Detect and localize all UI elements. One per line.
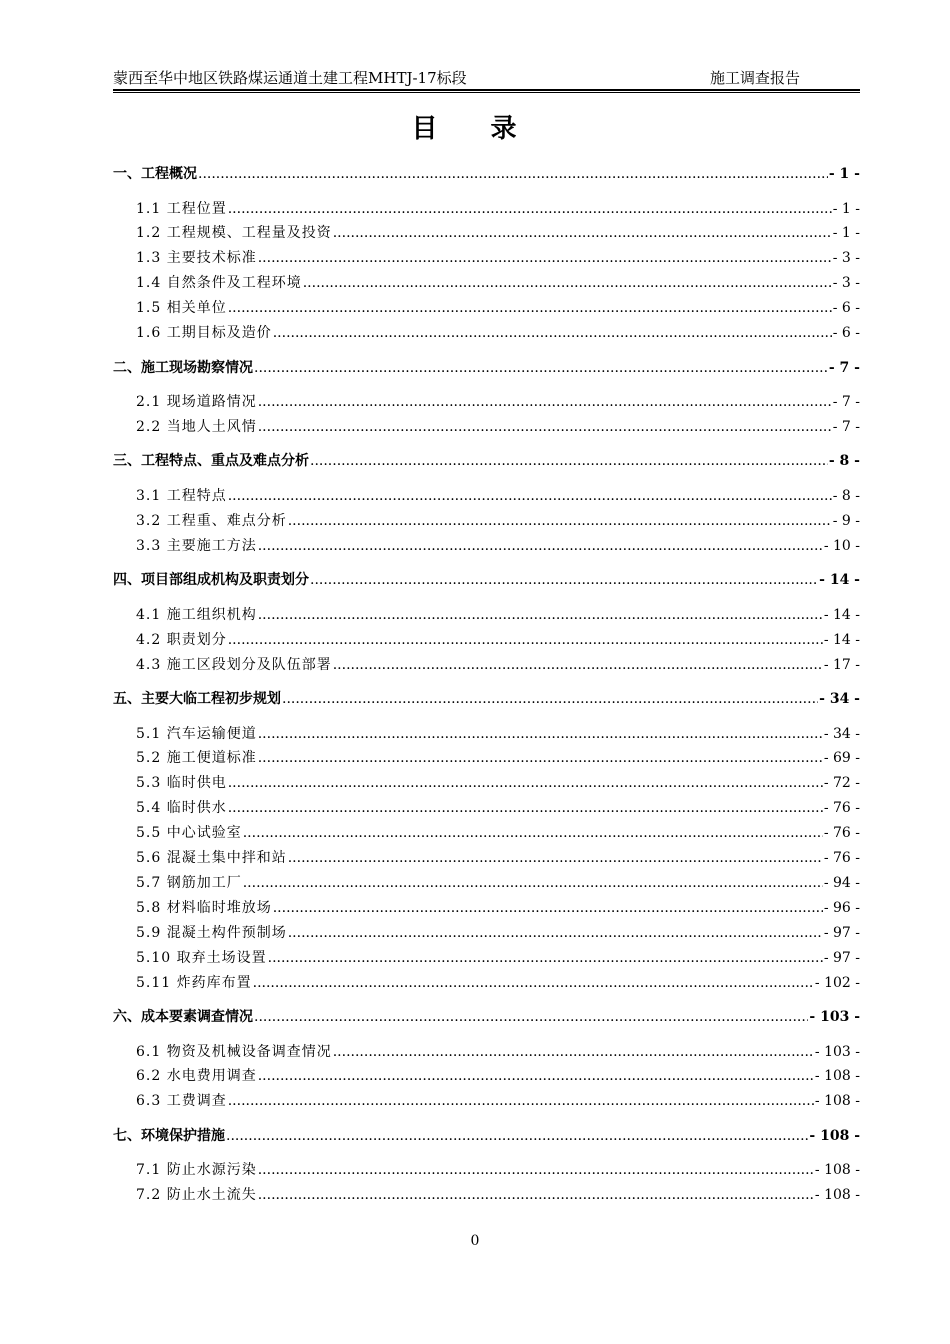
toc-entry-label: 5.2 施工便道标准 bbox=[136, 750, 257, 767]
toc-dot-leader bbox=[258, 1185, 814, 1205]
toc-entry-label: 一、工程概况 bbox=[113, 166, 197, 182]
toc-dot-leader bbox=[243, 873, 823, 893]
toc-dot-leader bbox=[288, 923, 823, 943]
toc-chapter-entry[interactable] bbox=[113, 1007, 860, 1027]
toc-entry-label: 5.9 混凝土构件预制场 bbox=[136, 924, 287, 941]
toc-chapter-entry[interactable] bbox=[113, 689, 860, 709]
toc-entry-label: 5.7 钢筋加工厂 bbox=[136, 874, 242, 891]
header-project-name: 蒙西至华中地区铁路煤运通道土建工程MHTJ-17标段 bbox=[113, 69, 467, 87]
toc-entry-page: - 76 - bbox=[823, 850, 860, 866]
toc-dot-leader bbox=[226, 1126, 808, 1146]
toc-section-entry[interactable] bbox=[113, 898, 860, 918]
toc-entry-page: - 14 - bbox=[823, 606, 860, 623]
toc-dot-leader bbox=[254, 358, 828, 378]
toc-entry-label: 1.2 工程规模、工程量及投资 bbox=[136, 225, 332, 242]
toc-section-entry[interactable] bbox=[113, 848, 860, 868]
toc-entry-page: - 108 - bbox=[814, 1068, 860, 1085]
toc-entry-page: - 72 - bbox=[823, 775, 860, 792]
toc-entry-label: 3.2 工程重、难点分析 bbox=[136, 512, 287, 529]
toc-dot-leader bbox=[268, 948, 823, 968]
toc-entry-label: 6.3 工费调查 bbox=[136, 1093, 227, 1110]
toc-entry-label: 7.1 防止水源污染 bbox=[136, 1162, 257, 1179]
toc-dot-leader bbox=[258, 748, 823, 768]
toc-entry-page: - 34 - bbox=[823, 725, 860, 742]
toc-entry-label: 1.5 相关单位 bbox=[136, 300, 227, 317]
toc-dot-leader bbox=[253, 973, 814, 993]
toc-entry-label: 六、成本要素调查情况 bbox=[113, 1009, 253, 1025]
toc-entry-label: 1.6 工期目标及造价 bbox=[136, 325, 272, 341]
toc-section-entry[interactable] bbox=[113, 923, 860, 943]
toc-entry-label: 4.1 施工组织机构 bbox=[136, 606, 257, 623]
toc-entry-label: 五、主要大临工程初步规划 bbox=[113, 691, 281, 707]
toc-dot-leader bbox=[258, 248, 832, 268]
toc-dot-leader bbox=[254, 1007, 808, 1027]
toc-section-entry[interactable] bbox=[113, 798, 860, 818]
toc-dot-leader bbox=[258, 605, 823, 625]
header-rule-thin bbox=[113, 92, 860, 93]
toc-section-entry[interactable] bbox=[113, 511, 860, 531]
toc-entry-page: - 108 - bbox=[814, 1162, 860, 1179]
page-header bbox=[113, 68, 860, 88]
toc-dot-leader bbox=[228, 773, 823, 793]
toc-entry-page: - 103 - bbox=[809, 1009, 860, 1025]
toc-entry-page: - 1 - bbox=[832, 225, 860, 242]
toc-section-entry[interactable] bbox=[113, 417, 860, 437]
toc-entry-page: - 7 - bbox=[832, 418, 860, 435]
toc-entry-page: - 1 - bbox=[832, 200, 860, 217]
toc-dot-leader bbox=[310, 570, 818, 590]
toc-entry-page: - 10 - bbox=[823, 537, 860, 554]
header-rule-thick bbox=[113, 89, 860, 91]
toc-dot-leader bbox=[258, 724, 823, 744]
toc-section-entry[interactable] bbox=[113, 1091, 860, 1111]
toc-section-entry[interactable] bbox=[113, 323, 860, 343]
toc-entry-page: - 103 - bbox=[814, 1043, 860, 1060]
toc-chapter-entry[interactable] bbox=[113, 358, 860, 378]
toc-entry-page: - 14 - bbox=[819, 572, 860, 589]
toc-chapter-entry[interactable] bbox=[113, 1126, 860, 1146]
toc-section-entry[interactable] bbox=[113, 773, 860, 793]
toc-dot-leader bbox=[198, 164, 828, 184]
header-report-type: 施工调查报告 bbox=[709, 69, 800, 87]
toc-entry-page: - 8 - bbox=[828, 453, 860, 470]
toc-dot-leader bbox=[258, 1160, 814, 1180]
toc-dot-leader bbox=[303, 273, 832, 293]
toc-entry-page: - 76 - bbox=[823, 800, 860, 817]
toc-entry-label: 7.2 防止水土流失 bbox=[136, 1187, 257, 1204]
toc-section-entry[interactable] bbox=[113, 273, 860, 293]
toc-dot-leader bbox=[228, 486, 832, 506]
toc-section-entry[interactable] bbox=[113, 199, 860, 219]
toc-entry-label: 5.4 临时供水 bbox=[136, 800, 227, 817]
toc-entry-label: 3.1 工程特点 bbox=[136, 487, 227, 504]
toc-entry-label: 5.10 取弃土场设置 bbox=[136, 949, 267, 966]
toc-entry-label: 四、项目部组成机构及职责划分 bbox=[113, 572, 309, 589]
toc-chapter-entry[interactable] bbox=[113, 570, 860, 590]
toc-dot-leader bbox=[228, 630, 823, 650]
toc-section-entry[interactable] bbox=[113, 486, 860, 506]
toc-entry-label: 二、施工现场勘察情况 bbox=[113, 359, 253, 376]
toc-entry-label: 1.3 主要技术标准 bbox=[136, 250, 257, 267]
toc-entry-page: - 9 - bbox=[832, 512, 860, 529]
toc-section-entry[interactable] bbox=[113, 948, 860, 968]
toc-dot-leader bbox=[228, 199, 832, 219]
toc-dot-leader bbox=[273, 323, 832, 343]
toc-dot-leader bbox=[333, 223, 832, 243]
toc-dot-leader bbox=[288, 511, 832, 531]
toc-entry-page: - 14 - bbox=[823, 631, 860, 648]
toc-dot-leader bbox=[333, 1042, 814, 1062]
toc-entry-page: - 102 - bbox=[814, 974, 860, 991]
toc-dot-leader bbox=[310, 451, 828, 471]
toc-section-entry[interactable] bbox=[113, 1042, 860, 1062]
toc-entry-label: 5.1 汽车运输便道 bbox=[136, 725, 257, 742]
toc-chapter-entry[interactable] bbox=[113, 451, 860, 471]
toc-entry-label: 1.1 工程位置 bbox=[136, 200, 227, 217]
toc-entry-label: 七、环境保护措施 bbox=[113, 1127, 225, 1144]
toc-dot-leader bbox=[228, 298, 832, 318]
toc-entry-page: - 7 - bbox=[832, 394, 860, 410]
toc-dot-leader bbox=[333, 655, 823, 675]
toc-section-entry[interactable] bbox=[113, 1160, 860, 1180]
toc-section-entry[interactable] bbox=[113, 1066, 860, 1086]
toc-entry-label: 5.6 混凝土集中拌和站 bbox=[136, 850, 287, 866]
toc-section-entry[interactable] bbox=[113, 823, 860, 843]
toc-entry-page: - 97 - bbox=[823, 949, 860, 966]
toc-dot-leader bbox=[273, 898, 823, 918]
toc-entry-page: - 96 - bbox=[823, 899, 860, 916]
toc-entry-page: - 6 - bbox=[832, 300, 860, 317]
toc-entry-page: - 7 - bbox=[828, 359, 860, 376]
toc-entry-label: 4.3 施工区段划分及队伍部署 bbox=[136, 656, 332, 673]
toc-entry-label: 6.2 水电费用调查 bbox=[136, 1068, 257, 1085]
toc-entry-label: 6.1 物资及机械设备调查情况 bbox=[136, 1043, 332, 1060]
toc-dot-leader bbox=[228, 798, 823, 818]
toc-section-entry[interactable] bbox=[113, 392, 860, 412]
toc-section-entry[interactable] bbox=[113, 536, 860, 556]
toc-section-entry[interactable] bbox=[113, 605, 860, 625]
toc-dot-leader bbox=[258, 536, 823, 556]
toc-dot-leader bbox=[258, 392, 832, 412]
toc-entry-label: 1.4 自然条件及工程环境 bbox=[136, 275, 302, 292]
toc-entry-page: - 3 - bbox=[832, 275, 860, 292]
toc-entry-page: - 108 - bbox=[809, 1127, 860, 1144]
toc-entry-page: - 97 - bbox=[823, 924, 860, 941]
toc-section-entry[interactable] bbox=[113, 630, 860, 650]
toc-section-entry[interactable] bbox=[113, 724, 860, 744]
toc-entry-page: - 8 - bbox=[832, 487, 860, 504]
toc-dot-leader bbox=[258, 417, 832, 437]
toc-dot-leader bbox=[258, 1066, 814, 1086]
toc-section-entry[interactable] bbox=[113, 873, 860, 893]
toc-entry-page: - 34 - bbox=[819, 691, 860, 707]
toc-entry-label: 5.3 临时供电 bbox=[136, 775, 227, 792]
toc-dot-leader bbox=[228, 1091, 814, 1111]
toc-entry-label: 3.3 主要施工方法 bbox=[136, 537, 257, 554]
toc-entry-page: - 108 - bbox=[814, 1093, 860, 1110]
toc-section-entry[interactable] bbox=[113, 973, 860, 993]
toc-entry-page: - 94 - bbox=[823, 874, 860, 891]
toc-section-entry[interactable] bbox=[113, 223, 860, 243]
toc-entry-label: 5.5 中心试验室 bbox=[136, 825, 242, 842]
toc-dot-leader bbox=[282, 689, 818, 709]
toc-entry-label: 5.11 炸药库布置 bbox=[136, 974, 252, 991]
toc-entry-page: - 6 - bbox=[832, 325, 860, 341]
toc-section-entry[interactable] bbox=[113, 298, 860, 318]
toc-section-entry[interactable] bbox=[113, 655, 860, 675]
toc-entry-label: 三、工程特点、重点及难点分析 bbox=[113, 453, 309, 470]
toc-entry-label: 2.2 当地人土风情 bbox=[136, 418, 257, 435]
toc-entry-page: - 69 - bbox=[823, 750, 860, 767]
page-number: 0 bbox=[470, 1233, 480, 1249]
toc-chapter-entry[interactable] bbox=[113, 164, 860, 184]
toc-section-entry[interactable] bbox=[113, 1185, 860, 1205]
toc-entry-page: - 17 - bbox=[823, 656, 860, 673]
toc-dot-leader bbox=[243, 823, 823, 843]
toc-title: 目 录 bbox=[411, 114, 539, 144]
toc-dot-leader bbox=[288, 848, 823, 868]
toc-entry-label: 2.1 现场道路情况 bbox=[136, 394, 257, 410]
toc-entry-page: - 76 - bbox=[823, 825, 860, 842]
toc-section-entry[interactable] bbox=[113, 248, 860, 268]
toc-entry-page: - 108 - bbox=[814, 1187, 860, 1204]
toc-entry-page: - 3 - bbox=[832, 250, 860, 267]
toc-section-entry[interactable] bbox=[113, 748, 860, 768]
toc-entry-label: 5.8 材料临时堆放场 bbox=[136, 899, 272, 916]
toc-entry-label: 4.2 职责划分 bbox=[136, 631, 227, 648]
toc-entry-page: - 1 - bbox=[828, 166, 860, 182]
